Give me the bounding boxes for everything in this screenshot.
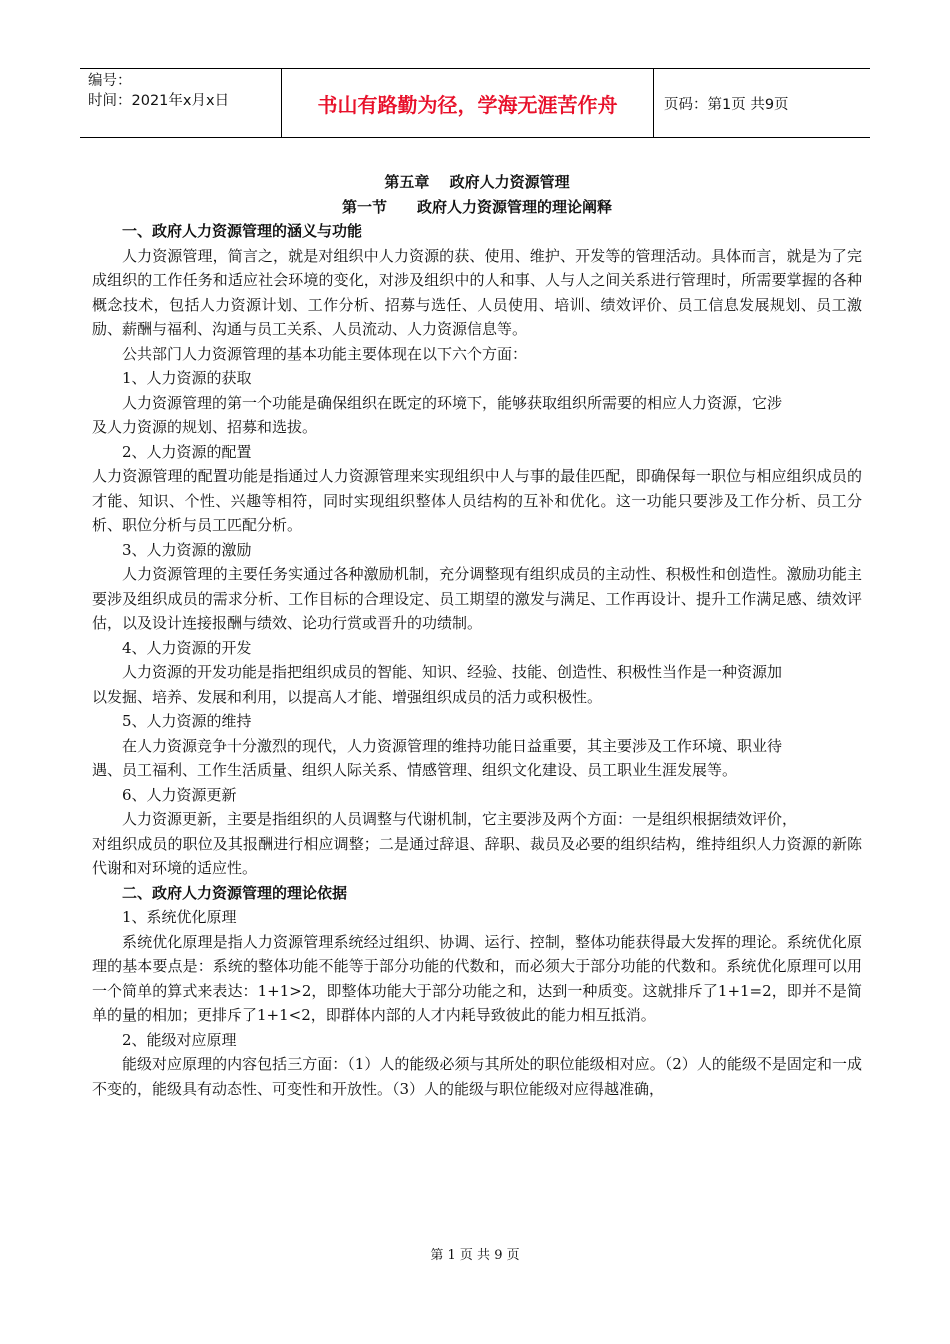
paragraph: 能级对应原理的内容包括三方面：（1）人的能级必须与其所处的职位能级相对应。（2）人的能级不是固定和一成不变的，能级具有动态性、可变性和开放性。（3）人的能级与职位能级对应得越准确， <box>92 1055 862 1098</box>
paragraph: 遇、员工福利、工作生活质量、组织人际关系、情感管理、组织文化建设、员工职业生涯发展等。 <box>92 761 738 779</box>
paragraph: 人力资源管理的第一个功能是确保组织在既定的环境下，能够获取组织所需要的相应人力资源，它涉 <box>122 393 783 412</box>
chapter-title: 第五章 政府人力资源管理 <box>384 173 570 191</box>
header-meta <box>80 69 282 137</box>
page-header <box>80 68 870 138</box>
paragraph: 系统优化原理是指人力资源管理系统经过组织、协调、运行、控制，整体功能获得最大发挥的理论。系统优化原理的基本要点是：系统的整体功能不能等于部分功能的代数和，而必须大于部分功能的代数和。系统优化原理可以用一个简单的算式来表达：1+1>2，即整体功能大于部分功能之和，达到一种质变。这就排斥了1+1=2，即并不是简单的量的相加；更排斥了1+1<2，即群体内部的人才内耗导致彼此的能力相互抵消。 <box>92 932 862 1024</box>
paragraph: 公共部门人力资源管理的基本功能主要体现在以下六个方面： <box>122 344 528 363</box>
header-page-info: 页码：第1页 共9页 <box>664 96 789 113</box>
page-footer: 第 1 页 共 9 页 <box>430 1248 520 1263</box>
paragraph: 对组织成员的职位及其报酬进行相应调整；二是通过辞退、辞职、裁员及必要的组织结构，维持组织人力资源的新陈代谢和对环境的适应性。 <box>92 834 862 877</box>
header-motto: 书山有路勤为径，学海无涯苦作舟 <box>282 69 654 137</box>
function-title: 4、人力资源的开发 <box>122 638 252 657</box>
function-title: 2、人力资源的配置 <box>122 442 252 461</box>
function-title: 1、人力资源的获取 <box>122 369 252 387</box>
paragraph: 人力资源管理的主要任务实通过各种激励机制，充分调整现有组织成员的主动性、积极性和创造性。激励功能主要涉及组织成员的需求分析、工作目标的合理设定、员工期望的激发与满足、工作再设计、提升工作满足感、绩效评估，以及设计连接报酬与绩效、论功行赏或晋升的功绩制。 <box>92 565 862 632</box>
paragraph: 人力资源更新，主要是指组织的人员调整与代谢机制，它主要涉及两个方面：一是组织根据绩效评价， <box>122 810 798 828</box>
principle-title: 1、系统优化原理 <box>122 908 237 926</box>
section-title: 第一节 政府人力资源管理的理论阐释 <box>341 197 612 216</box>
function-title: 3、人力资源的激励 <box>122 540 252 559</box>
function-title: 5、人力资源的维持 <box>122 712 252 730</box>
paragraph: 人力资源的开发功能是指把组织成员的智能、知识、经验、技能、创造性、积极性当作是一种资源加 <box>122 663 783 681</box>
principle-title: 2、能级对应原理 <box>122 1030 237 1049</box>
paragraph: 人力资源管理，简言之，就是对组织中人力资源的获、使用、维护、开发等的管理活动。具体而言，就是为了完成组织的工作任务和适应社会环境的变化，对涉及组织中的人和事、人与人之间关系进行管理时，所需要掌握的各种概念技术，包括人力资源计划、工作分析、招募与选任、人员使用、培训、绩效评价、员工信息发展规划、员工激励、薪酬与福利、沟通与员工关系、人员流动、人力资源信息等。 <box>92 246 862 338</box>
heading-2: 二、政府人力资源管理的理论依据 <box>122 883 348 902</box>
document-body <box>92 170 862 1101</box>
time-label: 时间：2021年x月x日 <box>88 93 230 109</box>
number-label: 编号： <box>88 73 132 89</box>
function-title: 6、人力资源更新 <box>122 785 237 804</box>
paragraph: 以发掘、培养、发展和利用，以提高人才能、增强组织成员的活力或积极性。 <box>92 687 603 706</box>
paragraph: 及人力资源的规划、招募和选拔。 <box>92 418 318 436</box>
paragraph: 在人力资源竞争十分激烈的现代，人力资源管理的维持功能日益重要，其主要涉及工作环境、职业待 <box>122 736 783 755</box>
heading-1: 一、政府人力资源管理的涵义与功能 <box>122 222 363 240</box>
paragraph: 人力资源管理的配置功能是指通过人力资源管理来实现组织中人与事的最佳匹配，即确保每一职位与相应组织成员的才能、知识、个性、兴趣等相符，同时实现组织整体人员结构的互补和优化。这一功能只要涉及工作分析、员工分析、职位分析与员工匹配分析。 <box>92 467 862 534</box>
